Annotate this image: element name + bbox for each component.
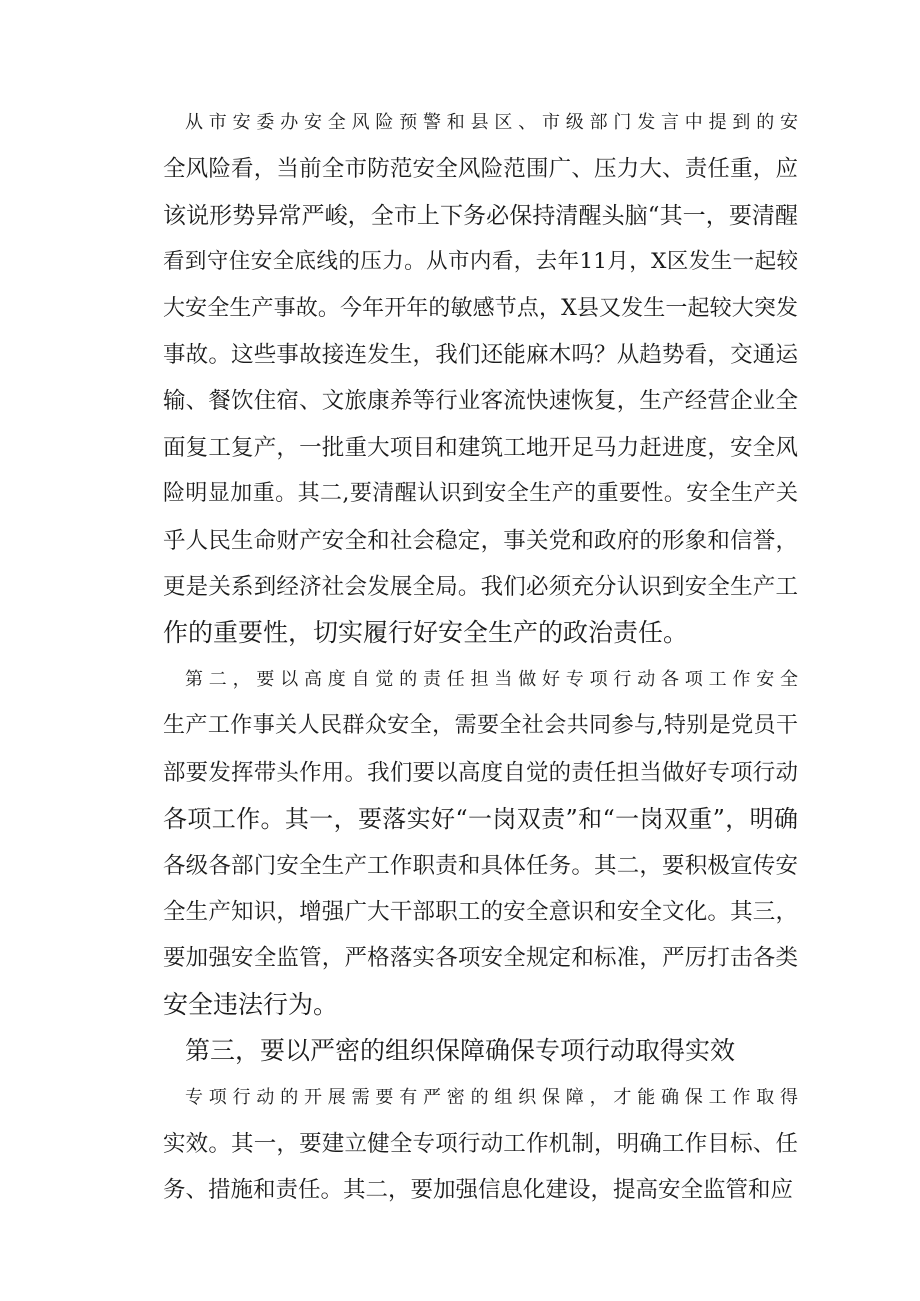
paragraph-line: 该说形势异常严峻，全市上下务必保持清醒头脑“其一，要清醒 bbox=[163, 202, 798, 229]
paragraph-line: 乎人民生命财产安全和社会稳定，事关党和政府的形象和信誉， bbox=[163, 527, 798, 554]
paragraph-line: 各项工作。其一，要落实好“一岗双责”和“一岗双重”，明确 bbox=[163, 805, 798, 834]
paragraph-line: 看到守住安全底线的压力。从市内看，去年11月，X区发生一起较 bbox=[163, 249, 798, 275]
paragraph-line: 专项行动的开展需要有严密的组织保障，才能确保工作取得 bbox=[185, 1086, 798, 1108]
paragraph-line: 作的重要性，切实履行好安全生产的政治责任。 bbox=[163, 618, 689, 648]
paragraph-line: 第三，要以严密的组织保障确保专项行动取得实效 bbox=[185, 1036, 736, 1066]
paragraph-line: 部要发挥带头作用。我们要以高度自觉的责任担当做好专项行动 bbox=[163, 759, 798, 786]
paragraph-line: 全生产知识，增强广大干部职工的安全意识和安全文化。其三， bbox=[163, 898, 798, 925]
paragraph-line: 全风险看，当前全市防范安全风险范围广、压力大、责任重，应 bbox=[163, 156, 798, 183]
paragraph-line: 第二，要以高度自觉的责任担当做好专项行动各项工作安全 bbox=[185, 668, 798, 690]
paragraph-line: 更是关系到经济社会发展全局。我们必须充分认识到安全生产工 bbox=[163, 574, 798, 601]
paragraph-p4 bbox=[163, 1075, 798, 1214]
paragraph-line: 面复工复产，一批重大项目和建筑工地开足马力赶进度，安全风 bbox=[163, 434, 798, 461]
document-body bbox=[163, 100, 798, 1214]
paragraph-line: 安全违法行为。 bbox=[163, 989, 339, 1019]
paragraph-line: 各级各部门安全生产工作职责和具体任务。其二，要积极宣传安 bbox=[163, 852, 798, 879]
paragraph-p3 bbox=[163, 1028, 798, 1074]
paragraph-line: 实效。其一，要建立健全专项行动工作机制，明确工作目标、任 bbox=[163, 1130, 798, 1157]
paragraph-line: 输、餐饮住宿、文旅康养等行业客流快速恢复，生产经营企业全 bbox=[163, 388, 798, 415]
paragraph-line: 务、措施和责任。其二，要加强信息化建设，提高安全监管和应 bbox=[163, 1177, 794, 1204]
paragraph-line: 事故。这些事故接连发生，我们还能麻木吗？从趋势看，交通运 bbox=[163, 342, 798, 369]
paragraph-line: 从市安委办安全风险预警和县区、市级部门发言中提到的安 bbox=[185, 112, 798, 133]
paragraph-line: 大安全生产事故。今年开年的敏感节点，X县又发生一起较大突发 bbox=[163, 295, 798, 321]
paragraph-line: 生产工作事关人民群众安全，需要全社会共同参与,特别是党员干 bbox=[163, 713, 798, 739]
paragraph-line: 险明显加重。其二,要清醒认识到安全生产的重要性。安全生产关 bbox=[163, 481, 798, 507]
paragraph-p1 bbox=[163, 100, 798, 657]
paragraph-p2 bbox=[163, 657, 798, 1028]
paragraph-line: 要加强安全监管，严格落实各项安全规定和标准，严厉打击各类 bbox=[163, 945, 798, 972]
